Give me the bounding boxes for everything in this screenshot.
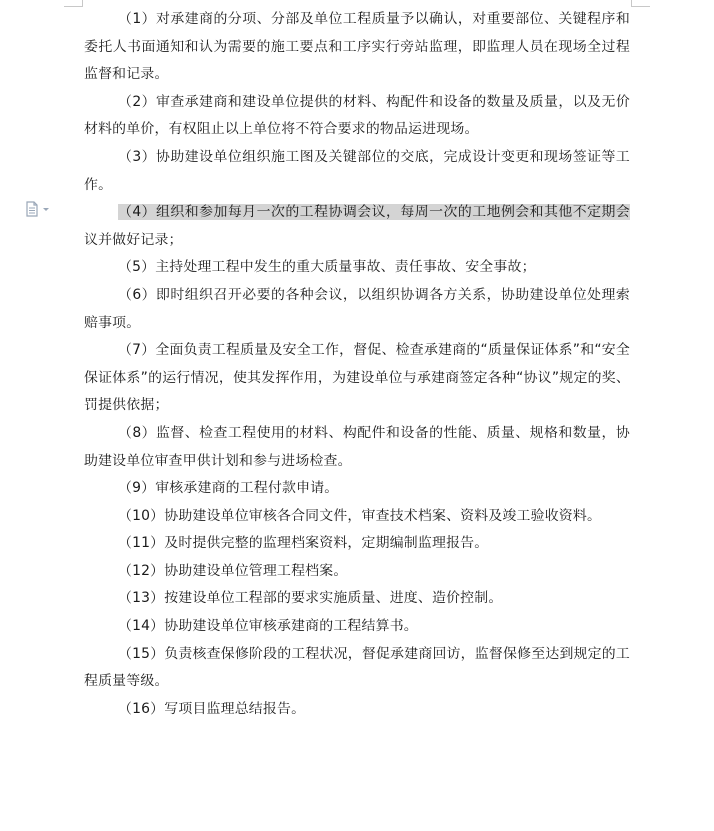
paragraph-options-icon[interactable] — [24, 201, 54, 217]
paragraph-9[interactable]: （9）审核承建商的工程付款申请。 — [118, 480, 339, 497]
document-body[interactable] — [84, 6, 630, 723]
margin-corner-mark-left — [64, 0, 83, 7]
paragraph-8[interactable]: （8）监督、检查工程使用的材料、构配件和设备的性能、质量、规格和数量，协助建设单位审查甲供计划和参与进场检查。 — [84, 424, 630, 469]
paragraph-11[interactable]: （11）及时提供完整的监理档案资料，定期编制监理报告。 — [118, 535, 489, 552]
paragraph-16[interactable]: （16）写项目监理总结报告。 — [118, 700, 306, 717]
paragraph-1[interactable]: （1）对承建商的分项、分部及单位工程质量予以确认，对重要部位、关键程序和委托人书面通知和认为需要的施工要点和工序实行旁站监理，即监理人员在现场全过程监督和记录。 — [84, 11, 630, 83]
highlighted-selection[interactable]: （4）组织和参加每月一次的工程协调会议，每周一次的工地例会和其他不定期会 — [118, 204, 630, 221]
paragraph-4-rest[interactable]: 议并做好记录； — [84, 231, 183, 248]
paragraph-2[interactable]: （2）审查承建商和建设单位提供的材料、构配件和设备的数量及质量，以及无价材料的单价，有权阻止以上单位将不符合要求的物品运进现场。 — [84, 93, 630, 138]
paragraph-4[interactable] — [84, 199, 630, 254]
paragraph-10[interactable]: （10）协助建设单位审核各合同文件，审查技术档案、资料及竣工验收资料。 — [118, 507, 602, 524]
paragraph-15[interactable]: （15）负责核查保修阶段的工程状况，督促承建商回访，监督保修至达到规定的工程质量等级。 — [84, 645, 630, 690]
paragraph-6[interactable]: （6）即时组织召开必要的各种会议，以组织协调各方关系，协助建设单位处理索赔事项。 — [84, 286, 630, 331]
paragraph-13[interactable]: （13）按建设单位工程部的要求实施质量、进度、造价控制。 — [118, 590, 503, 607]
paragraph-14[interactable]: （14）协助建设单位审核承建商的工程结算书。 — [118, 618, 418, 635]
paragraph-7[interactable]: （7）全面负责工程质量及安全工作，督促、检查承建商的“质量保证体系”和“安全保证体系”的运行情况，使其发挥作用，为建设单位与承建商签定各种“协议”规定的奖、罚提供依据； — [84, 342, 630, 414]
paragraph-3[interactable]: （3）协助建设单位组织施工图及关键部位的交底，完成设计变更和现场签证等工作。 — [84, 148, 630, 193]
paragraph-5[interactable]: （5）主持处理工程中发生的重大质量事故、责任事故、安全事故； — [118, 259, 536, 276]
margin-corner-mark-right — [631, 0, 650, 7]
paragraph-12[interactable]: （12）协助建设单位管理工程档案。 — [118, 562, 348, 579]
